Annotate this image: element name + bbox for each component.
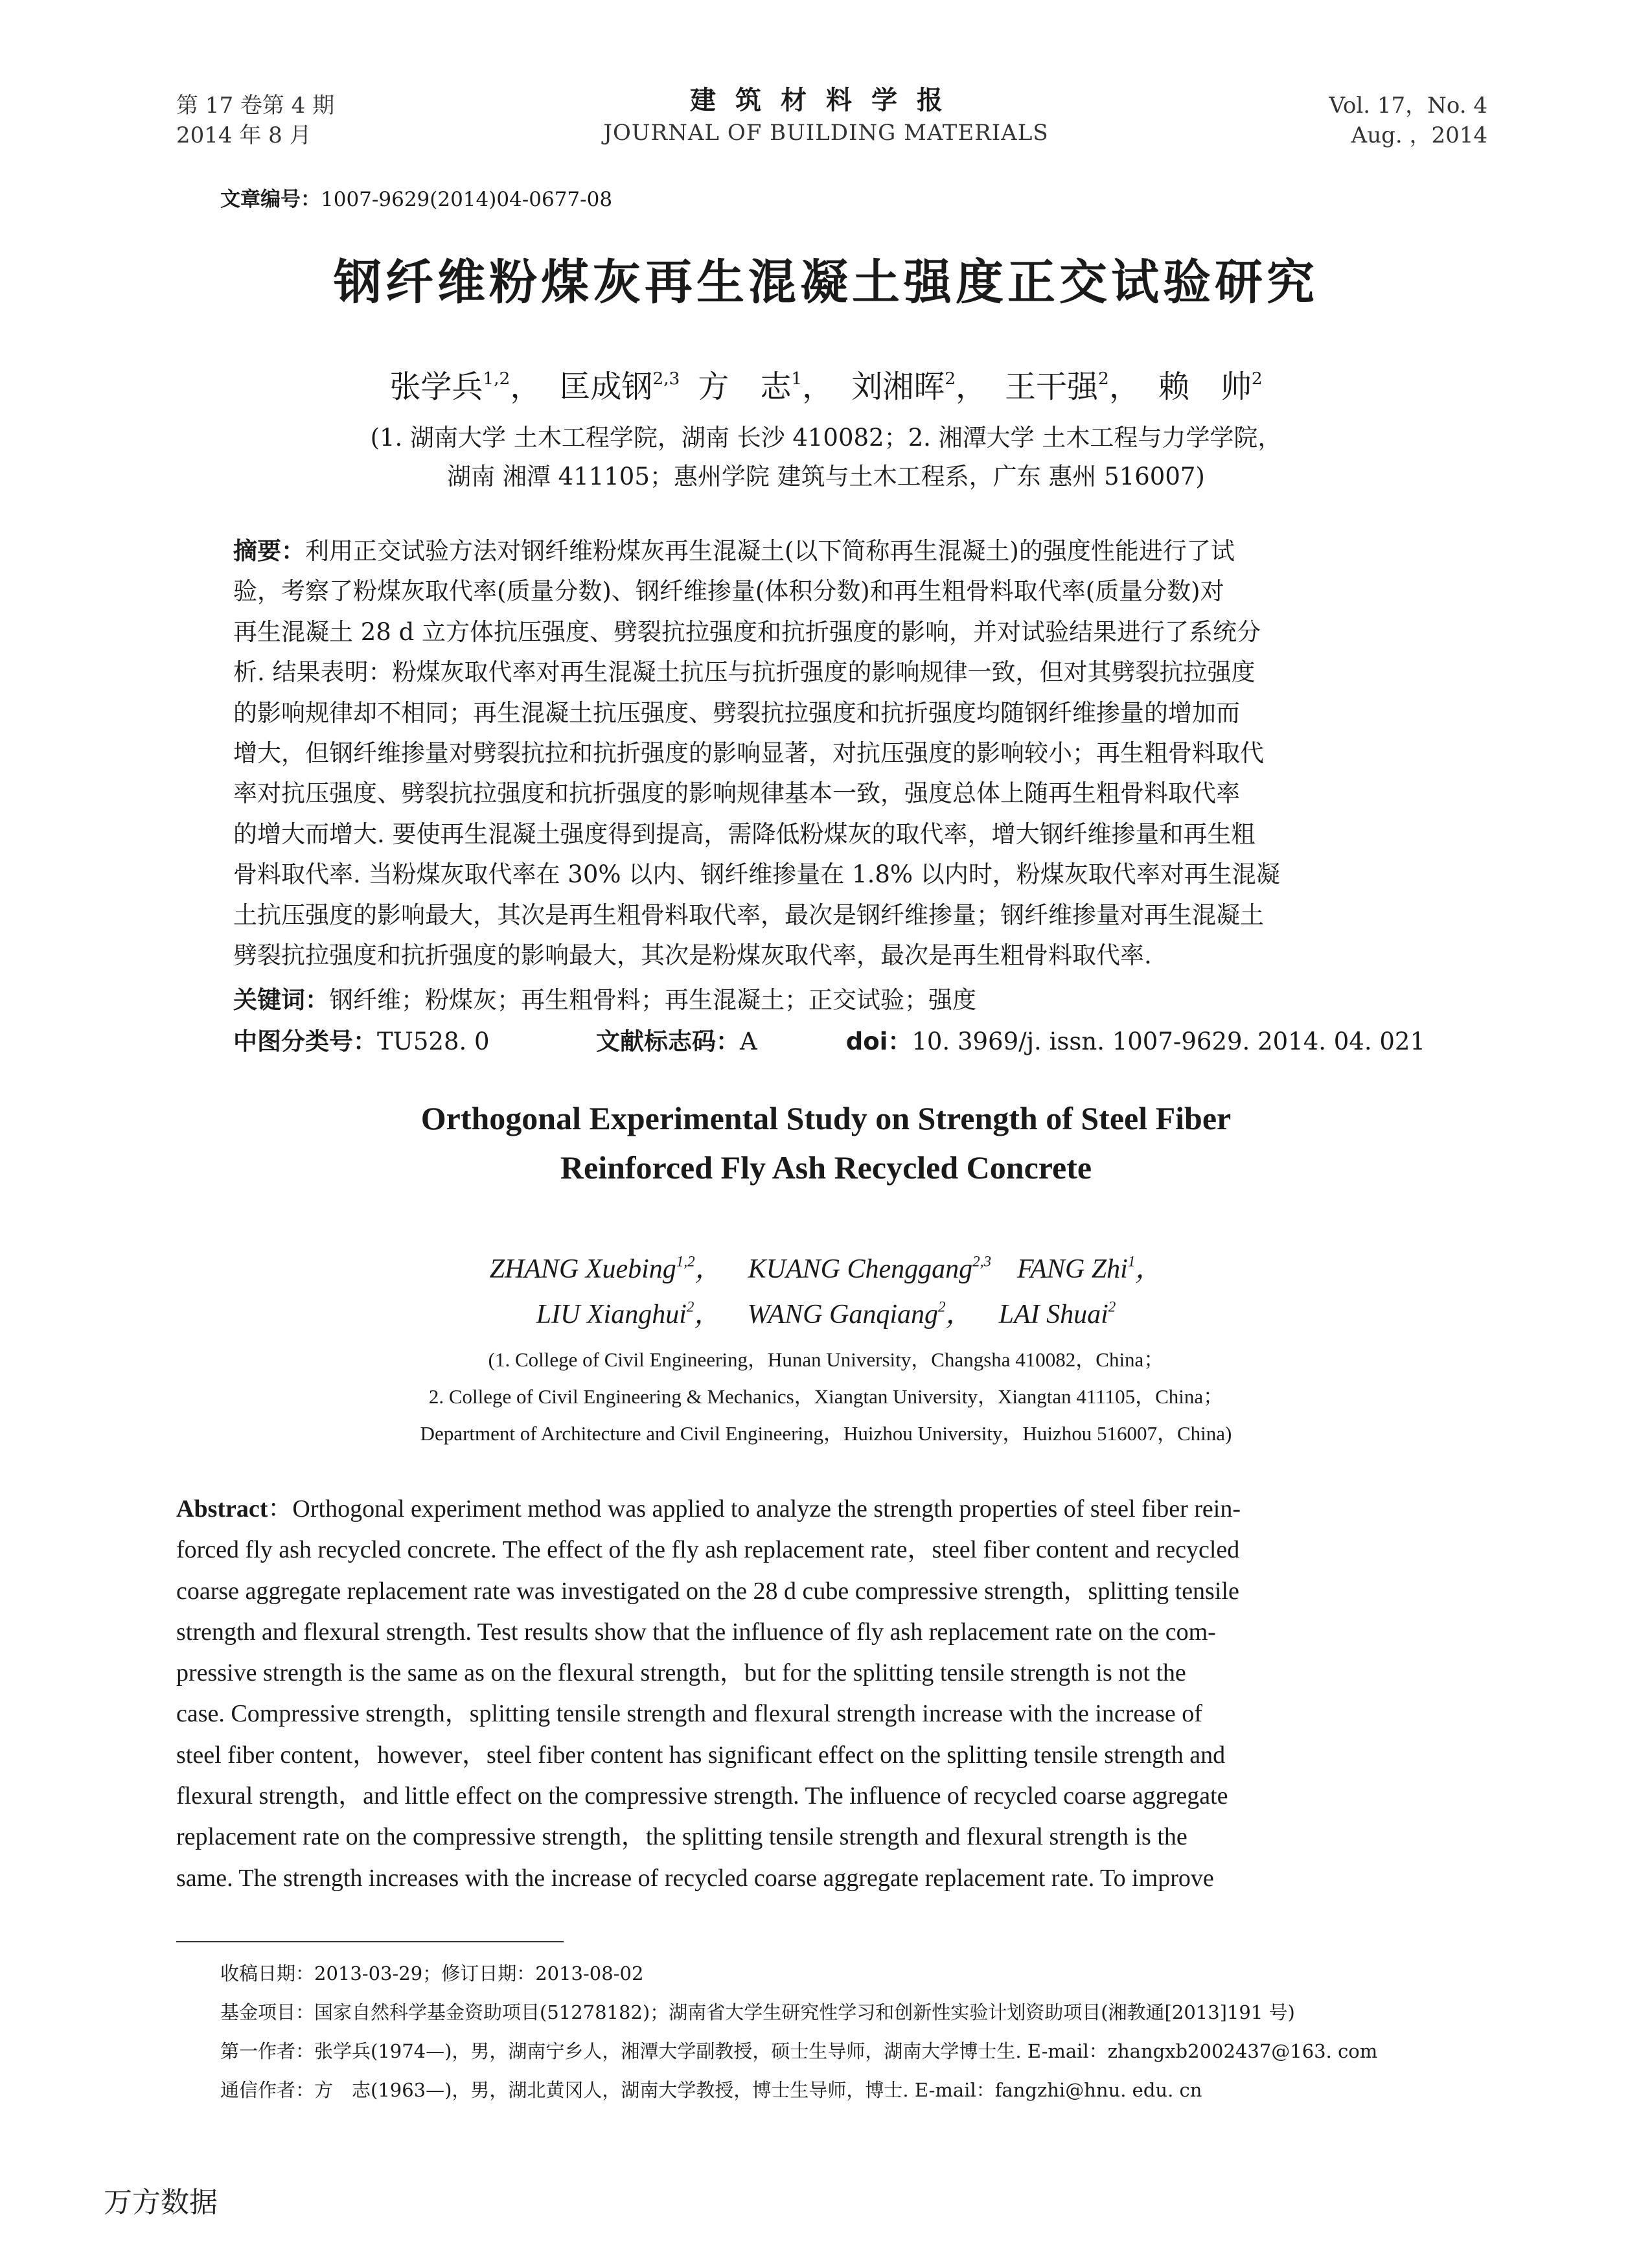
- abstract-en-line: [176, 1776, 1478, 1817]
- author-affil-marker: 1,2: [483, 369, 511, 389]
- abstract-en-line: [176, 1735, 1478, 1776]
- author-affil-marker: 2: [945, 369, 956, 389]
- abstract-en-text: same. The strength increases with the increase of recycled coarse aggregate replacement rate. To improve: [176, 1864, 1214, 1892]
- abstract-cn: [233, 531, 1425, 976]
- abstract-en-label: Abstract: [176, 1495, 268, 1523]
- title-en-line: Reinforced Fly Ash Recycled Concrete: [560, 1149, 1092, 1186]
- footnote: 通信作者：方 志(1963—)，男，湖北黄冈人，湖南大学教授，博士生导师，博士. E-mail：fangzhi@hnu. edu. cn: [220, 2079, 1202, 2101]
- author-affil-marker: 1: [1127, 1252, 1136, 1270]
- document-code: [596, 1022, 757, 1061]
- abstract-cn-line: [233, 855, 1425, 895]
- doc-code-value: A: [740, 1028, 757, 1055]
- clc-value: TU528. 0: [377, 1028, 490, 1055]
- author-cn: [851, 369, 987, 405]
- author-cn: [1005, 369, 1140, 405]
- abstract-cn-text: 的影响规律却不相同；再生混凝土抗压强度、劈裂抗拉强度和抗折强度均随钢纤维掺量的增加而: [233, 698, 1240, 727]
- authors-en: [0, 1247, 1652, 1337]
- author-separator: ，: [1135, 1254, 1163, 1284]
- footnotes: [220, 1954, 1490, 2110]
- abstract-en-line: [176, 1653, 1478, 1694]
- footnote-rule: [176, 1941, 564, 1942]
- abstract-en-text: Orthogonal experiment method was applied to analyze the strength properties of steel fiber rein-: [292, 1495, 1241, 1523]
- footnote: 基金项目：国家自然科学基金资助项目(51278182)；湖南省大学生研究性学习和创新性实验计划资助项目(湘教通[2013]191 号): [220, 2001, 1295, 2023]
- author-separator: ，: [694, 1300, 722, 1329]
- abstract-cn-text: 的增大而增大. 要使再生混凝土强度得到提高，需降低粉煤灰的取代率，增大钢纤维掺量和再生粗: [233, 820, 1256, 848]
- title-en-line: Orthogonal Experimental Study on Strength of Steel Fiber: [420, 1100, 1232, 1136]
- doi: [846, 1022, 1425, 1061]
- affiliation-en-line: (1. College of Civil Engineering，Hunan University，Changsha 410082，China；: [488, 1348, 1164, 1371]
- abstract-cn-line: [233, 774, 1425, 814]
- authors-en-line: [0, 1292, 1652, 1337]
- footnote: 收稿日期：2013-03-29；修订日期：2013-08-02: [220, 1962, 644, 1984]
- abstract-en-text: strength and flexural strength. Test results show that the influence of fly ash replacement rate on the com-: [176, 1618, 1216, 1646]
- abstract-cn-text: 率对抗压强度、劈裂抗拉强度和抗折强度的影响规律基本一致，强度总体上随再生粗骨料取代率: [233, 779, 1240, 808]
- abstract-en-text: flexural strength，and little effect on the compressive strength. The influence of recycled coarse aggregate: [176, 1782, 1228, 1810]
- author-name: ZHANG Xuebing: [489, 1254, 676, 1284]
- abstract-en-text: pressive strength is the same as on the flexural strength，but for the splitting tensile strength is not the: [176, 1659, 1186, 1687]
- abstract-cn-line: [233, 612, 1425, 652]
- author-separator: ，: [945, 1300, 973, 1329]
- article-number-value: 1007-9629(2014)04-0677-08: [321, 188, 613, 211]
- article-number: [220, 187, 612, 213]
- affiliations-cn: [0, 419, 1652, 496]
- abstract-cn-text: 土抗压强度的影响最大，其次是再生粗骨料取代率，最次是钢纤维掺量；钢纤维掺量对再生混凝土: [233, 901, 1264, 929]
- author-affil-marker: 2: [1108, 1298, 1116, 1315]
- author-name: LIU Xianghui: [536, 1300, 687, 1329]
- affiliation-en-line: 2. College of Civil Engineering & Mechanics，Xiangtan University，Xiangtan 411105，China；: [428, 1385, 1224, 1408]
- author-affil-marker: 2: [686, 1298, 694, 1315]
- abstract-en-line: [176, 1694, 1478, 1734]
- clc-number: [233, 1028, 490, 1055]
- title-cn: 钢纤维粉煤灰再生混凝土强度正交试验研究: [334, 255, 1318, 310]
- author-cn: [389, 369, 541, 405]
- author-name: 赖 帅: [1158, 369, 1252, 405]
- clc-label: 中图分类号：: [233, 1028, 377, 1055]
- doi-value: 10. 3969/j. issn. 1007-9629. 2014. 04. 021: [912, 1028, 1425, 1055]
- abstract-cn-line: [233, 936, 1425, 976]
- author-separator: ，: [956, 369, 987, 405]
- abstract-en-line: [176, 1858, 1478, 1899]
- journal-name-cn: 建筑材料学报: [690, 86, 962, 115]
- abstract-cn-text: 利用正交试验方法对钢纤维粉煤灰再生混凝土(以下简称再生混凝土)的强度性能进行了试: [305, 537, 1235, 565]
- author-name: FANG Zhi: [1017, 1254, 1128, 1284]
- author-affil-marker: 2,3: [652, 369, 680, 389]
- author-en: [747, 1300, 972, 1329]
- affiliation-cn-line: 湖南 湘潭 411105；惠州学院 建筑与土木工程系，广东 惠州 516007): [447, 463, 1205, 490]
- title-en: [0, 1094, 1652, 1192]
- author-affil-marker: 2: [1098, 369, 1109, 389]
- authors-cn: [0, 365, 1652, 408]
- watermark: 万方数据: [104, 2186, 218, 2219]
- abstract-cn-text: 劈裂抗拉强度和抗折强度的影响最大，其次是粉煤灰取代率，最次是再生粗骨料取代率.: [233, 941, 1152, 970]
- abstract-cn-text: 析. 结果表明：粉煤灰取代率对再生混凝土抗压与抗折强度的影响规律一致，但对其劈裂抗拉强度: [233, 658, 1256, 687]
- author-cn: [1158, 369, 1263, 405]
- affiliation-cn-line: (1. 湖南大学 土木工程学院，湖南 长沙 410082；2. 湘潭大学 土木工程与力学学院，: [370, 424, 1282, 452]
- abstract-en-text: replacement rate on the compressive strength，the splitting tensile strength and flexural strength is the: [176, 1823, 1187, 1851]
- author-name: KUANG Chenggang: [748, 1254, 973, 1284]
- author-separator: ，: [694, 1254, 722, 1284]
- abstract-cn-line: [233, 895, 1425, 936]
- abstract-cn-line: [233, 652, 1425, 693]
- abstract-en-line: [176, 1571, 1478, 1612]
- author-name: 张学兵: [389, 369, 483, 405]
- journal-name-en: JOURNAL OF BUILDING MATERIALS: [603, 120, 1049, 146]
- authors-en-line: [0, 1247, 1652, 1292]
- author-separator: ，: [802, 369, 834, 405]
- abstract-en-line: [176, 1530, 1478, 1570]
- author-name: LAI Shuai: [998, 1300, 1108, 1329]
- author-cn: [698, 369, 833, 405]
- abstract-en-text: steel fiber content，however，steel fiber content has significant effect on the splitting tensile strength and: [176, 1741, 1226, 1769]
- author-name: 刘湘晖: [851, 369, 945, 405]
- header-date-cn: 2014 年 8 月: [176, 122, 312, 148]
- abstract-en-line: [176, 1612, 1478, 1653]
- author-cn: [559, 369, 680, 405]
- abstract-en-text: case. Compressive strength，splitting tensile strength and flexural strength increase with the increase of: [176, 1700, 1202, 1728]
- author-name: 匡成钢: [559, 369, 653, 405]
- abstract-cn-label: 摘要：: [233, 537, 305, 565]
- classification: [233, 1022, 1425, 1061]
- header-issue-en: [1329, 91, 1487, 150]
- author-name: 方 志: [698, 369, 792, 405]
- author-separator: ，: [510, 369, 542, 405]
- doi-label: doi：: [845, 1028, 912, 1055]
- author-en: [999, 1300, 1116, 1329]
- abstract-cn-text: 增大，但钢纤维掺量对劈裂抗拉和抗折强度的影响显著，对抗压强度的影响较小；再生粗骨料取代: [233, 739, 1264, 768]
- author-en: [490, 1254, 722, 1284]
- keywords-cn: [233, 981, 976, 1020]
- author-name: WANG Ganqiang: [747, 1300, 938, 1329]
- abstract-en-text: coarse aggregate replacement rate was investigated on the 28 d cube compressive strength，splitting tensile: [176, 1577, 1239, 1605]
- abstract-en-line: [176, 1817, 1478, 1857]
- abstract-cn-line: [233, 733, 1425, 774]
- header-volume-en: Vol. 17，No. 4: [1329, 93, 1487, 119]
- abstract-en-line: [176, 1489, 1478, 1530]
- doc-code-label: 文献标志码：: [596, 1028, 740, 1055]
- author-affil-marker: 1,2: [676, 1252, 695, 1270]
- abstract-cn-text: 验，考察了粉煤灰取代率(质量分数)、钢纤维掺量(体积分数)和再生粗骨料取代率(质量分数)对: [233, 577, 1224, 606]
- abstract-en-text: forced fly ash recycled concrete. The effect of the fly ash replacement rate，steel fiber content and recycled: [176, 1536, 1240, 1564]
- header-date-en: Aug. ，2014: [1351, 122, 1487, 148]
- keywords-label: 关键词：: [233, 986, 329, 1014]
- abstract-cn-line: [233, 531, 1425, 571]
- author-en: [748, 1254, 991, 1284]
- author-affil-marker: 2: [938, 1298, 946, 1315]
- keywords-value: 钢纤维；粉煤灰；再生粗骨料；再生混凝土；正交试验；强度: [329, 986, 976, 1014]
- affiliation-en-line: Department of Architecture and Civil Engineering，Huizhou University，Huizhou 516007，China): [420, 1422, 1232, 1445]
- abstract-cn-line: [233, 814, 1425, 855]
- author-en: [536, 1300, 722, 1329]
- abstract-en: [176, 1489, 1478, 1899]
- affiliations-en: [0, 1341, 1652, 1452]
- author-en: [1017, 1254, 1162, 1284]
- footnote: 第一作者：张学兵(1974—)，男，湖南宁乡人，湘潭大学副教授，硕士生导师，湖南大学博士生. E-mail：zhangxb2002437@163. com: [220, 2040, 1378, 2062]
- abstract-cn-line: [233, 571, 1425, 612]
- article-number-label: 文章编号：: [220, 188, 321, 211]
- abstract-cn-text: 再生混凝土 28 d 立方体抗压强度、劈裂抗拉强度和抗折强度的影响，并对试验结果进行了系统分: [233, 617, 1261, 646]
- author-name: 王干强: [1005, 369, 1099, 405]
- header-volume-cn: 第 17 卷第 4 期: [176, 93, 335, 119]
- abstract-cn-text: 骨料取代率. 当粉煤灰取代率在 30% 以内、钢纤维掺量在 1.8% 以内时，粉煤灰取代率对再生混凝: [233, 860, 1280, 889]
- author-affil-marker: 2: [1251, 369, 1263, 389]
- abstract-cn-line: [233, 693, 1425, 733]
- author-affil-marker: 2,3: [972, 1252, 992, 1270]
- author-separator: ，: [1108, 369, 1140, 405]
- abstract-en-colon: ：: [268, 1495, 293, 1523]
- author-affil-marker: 1: [791, 369, 803, 389]
